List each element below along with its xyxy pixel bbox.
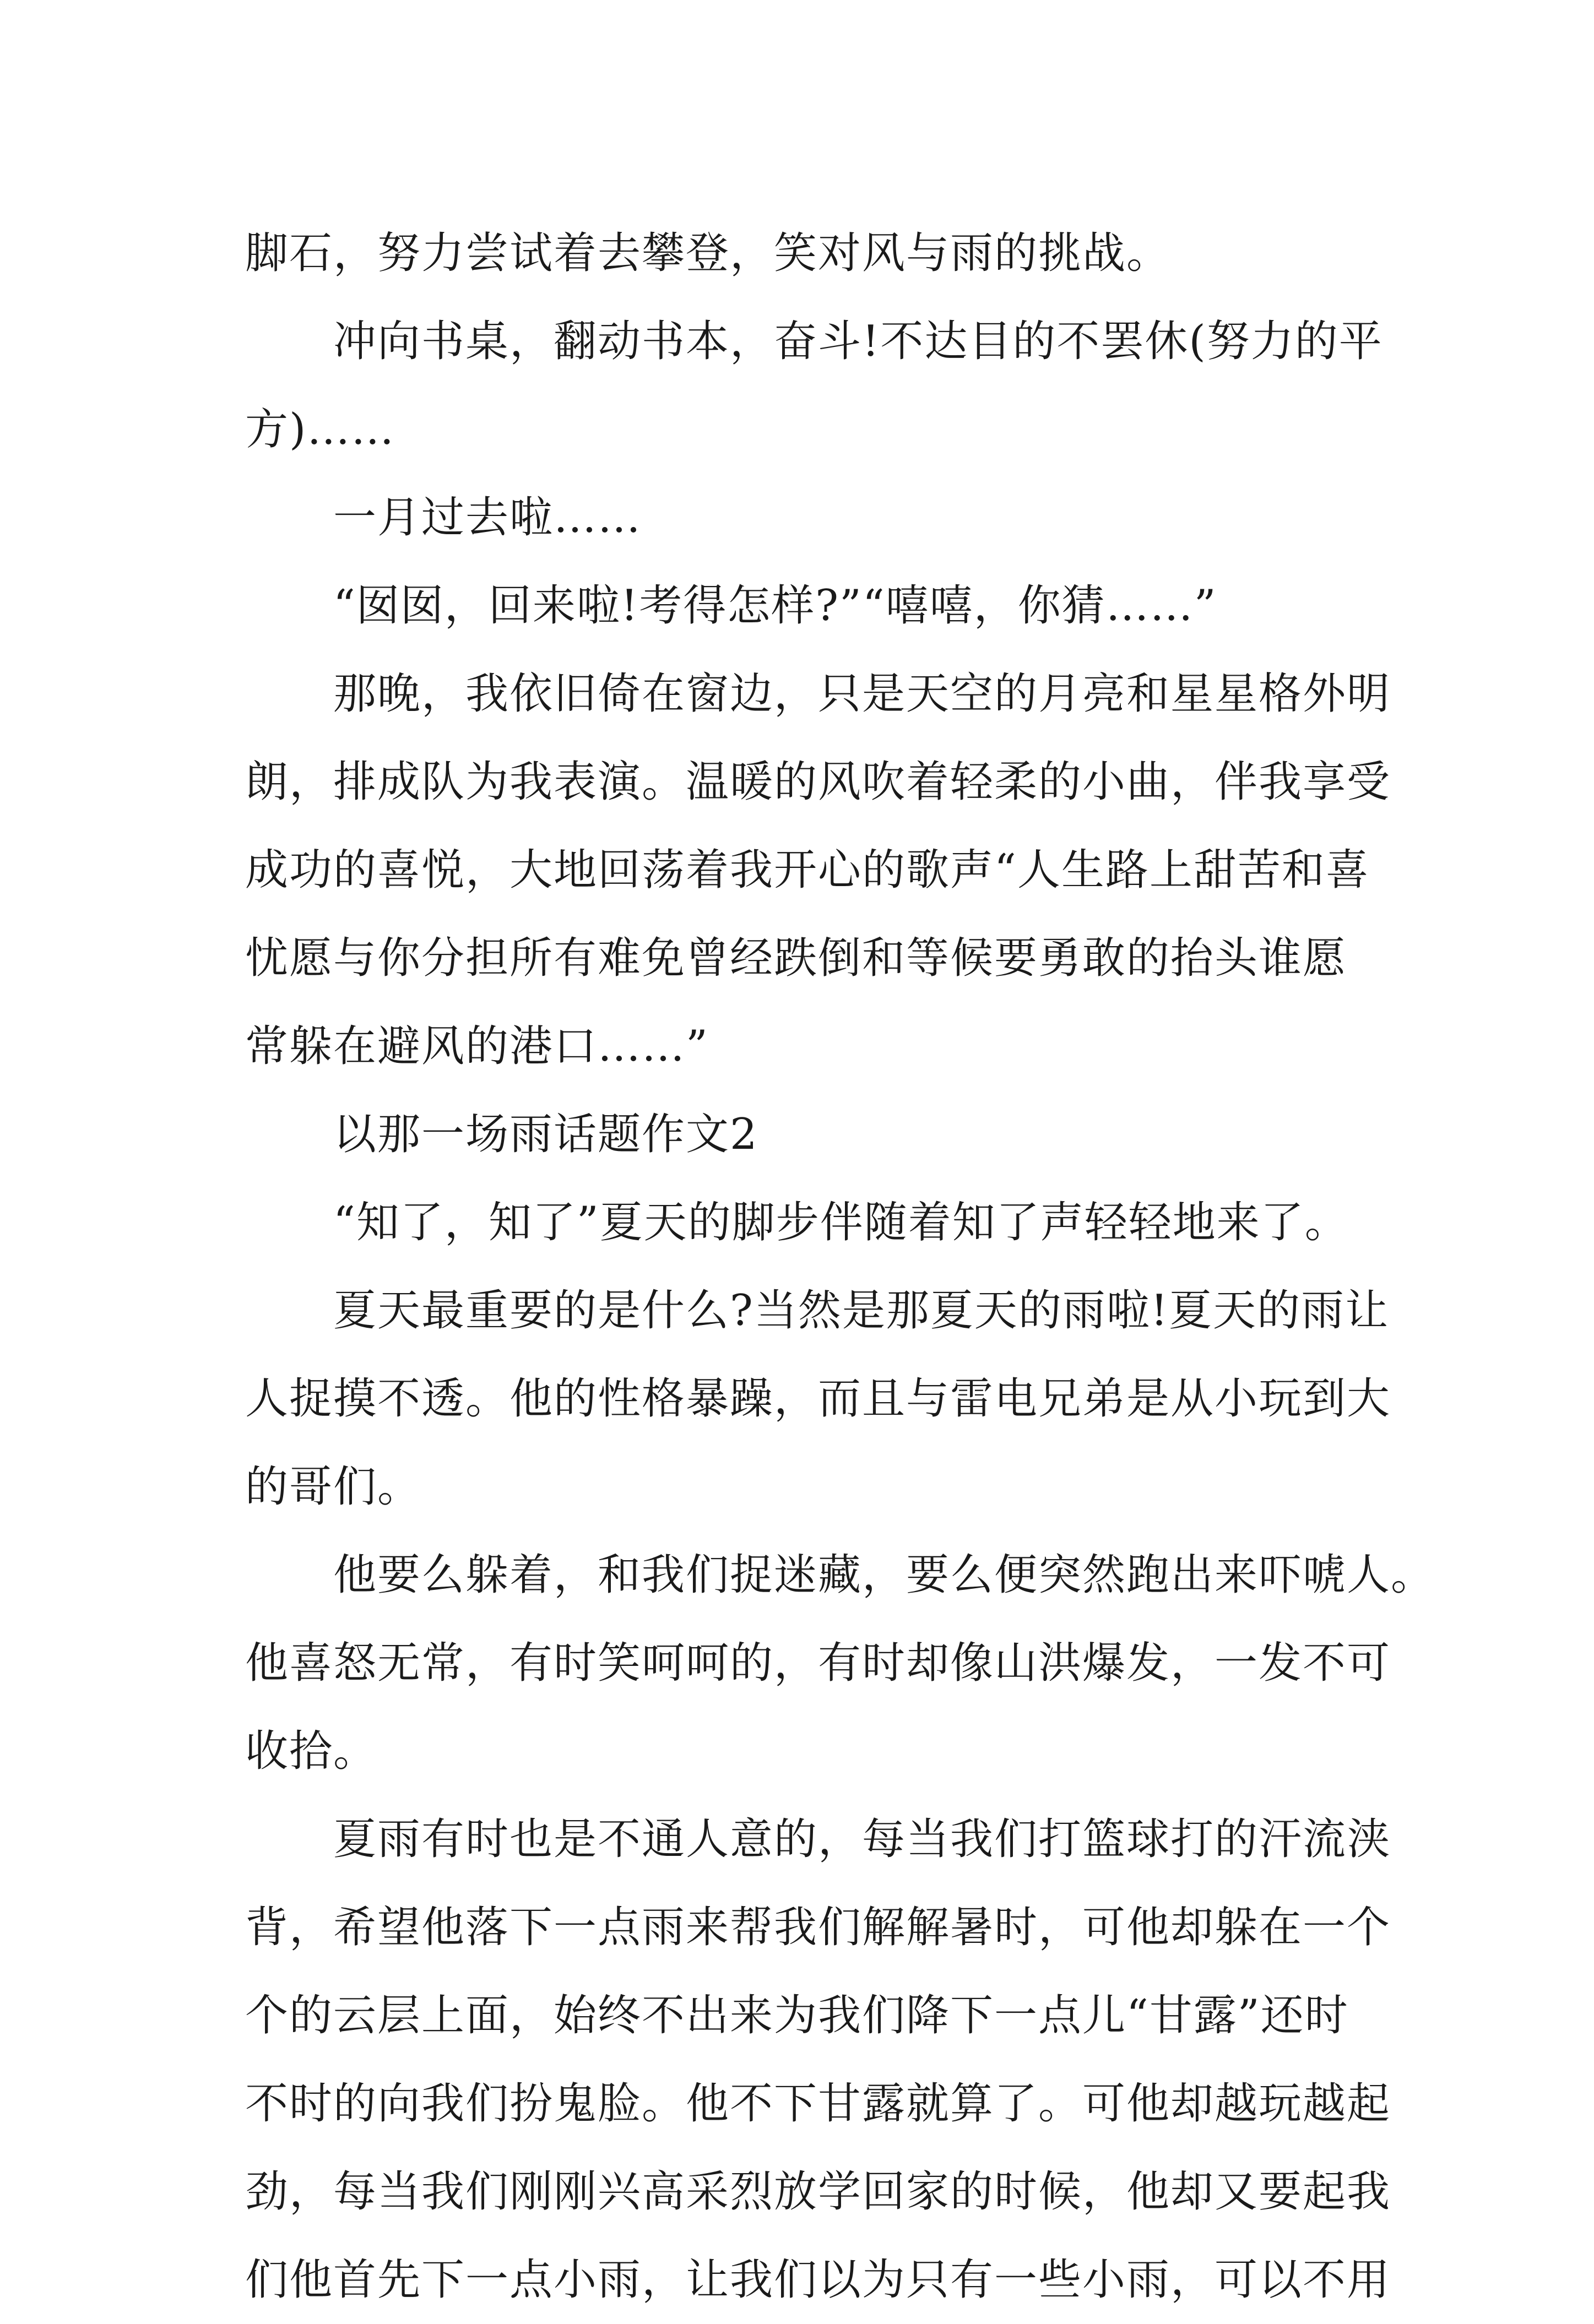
text-line: 背，希望他落下一点雨来帮我们解解暑时，可他却躲在一个 [245,1903,1391,1952]
text-line: 人捉摸不透。他的性格暴躁，而且与雷电兄弟是从小玩到大 [245,1374,1391,1424]
paragraph-start-line: 他要么躲着，和我们捉迷藏，要么便突然跑出来吓唬人。 [333,1550,1435,1600]
text-line: 常躲在避风的港口……” [245,1022,709,1071]
text-line: 不时的向我们扮鬼脸。他不下甘露就算了。可他却越玩越起 [245,2079,1391,2128]
paragraph-start-line: “囡囡，回来啦!考得怎样?”“嘻嘻，你猜……” [333,581,1217,631]
text-line: 劲，每当我们刚刚兴高采烈放学回家的时候，他却又要起我 [245,2167,1391,2217]
text-line: 忧愿与你分担所有难免曾经跌倒和等候要勇敢的抬头谁愿 [245,933,1347,983]
document-body [245,209,1435,2324]
text-line: 们他首先下一点小雨，让我们以为只有一些小雨，可以不用 [245,2255,1391,2305]
paragraph-start-line: 夏天最重要的是什么?当然是那夏天的雨啦!夏天的雨让 [333,1286,1390,1335]
text-line: 朗，排成队为我表演。温暖的风吹着轻柔的小曲，伴我享受 [245,757,1391,807]
text-line: 脚石，努力尝试着去攀登，笑对风与雨的挑战。 [245,229,1171,278]
paragraph-start-line: 那晚，我依旧倚在窗边，只是天空的月亮和星星格外明 [333,669,1391,719]
text-line: 的哥们。 [245,1462,422,1512]
paragraph-start-line: 冲向书桌，翻动书本，奋斗!不达目的不罢休(努力的平 [333,317,1383,366]
text-line: 成功的喜悦，大地回荡着我开心的歌声“人生路上甜苦和喜 [245,845,1370,895]
text-line: 收拾。 [245,1726,378,1776]
paragraph-start-line: 夏雨有时也是不通人意的，每当我们打篮球打的汗流浃 [333,1815,1391,1864]
text-line: 个的云层上面，始终不出来为我们降下一点儿“甘露”还时 [245,1991,1349,2040]
section-heading: 以那一场雨话题作文2 [333,1110,758,1159]
text-line: 他喜怒无常，有时笑呵呵的，有时却像山洪爆发，一发不可 [245,1638,1391,1688]
text-line: 方)…… [245,405,395,454]
paragraph-start-line: 一月过去啦…… [333,493,642,542]
paragraph-start-line: “知了，知了”夏天的脚步伴随着知了声轻轻地来了。 [333,1198,1349,1247]
